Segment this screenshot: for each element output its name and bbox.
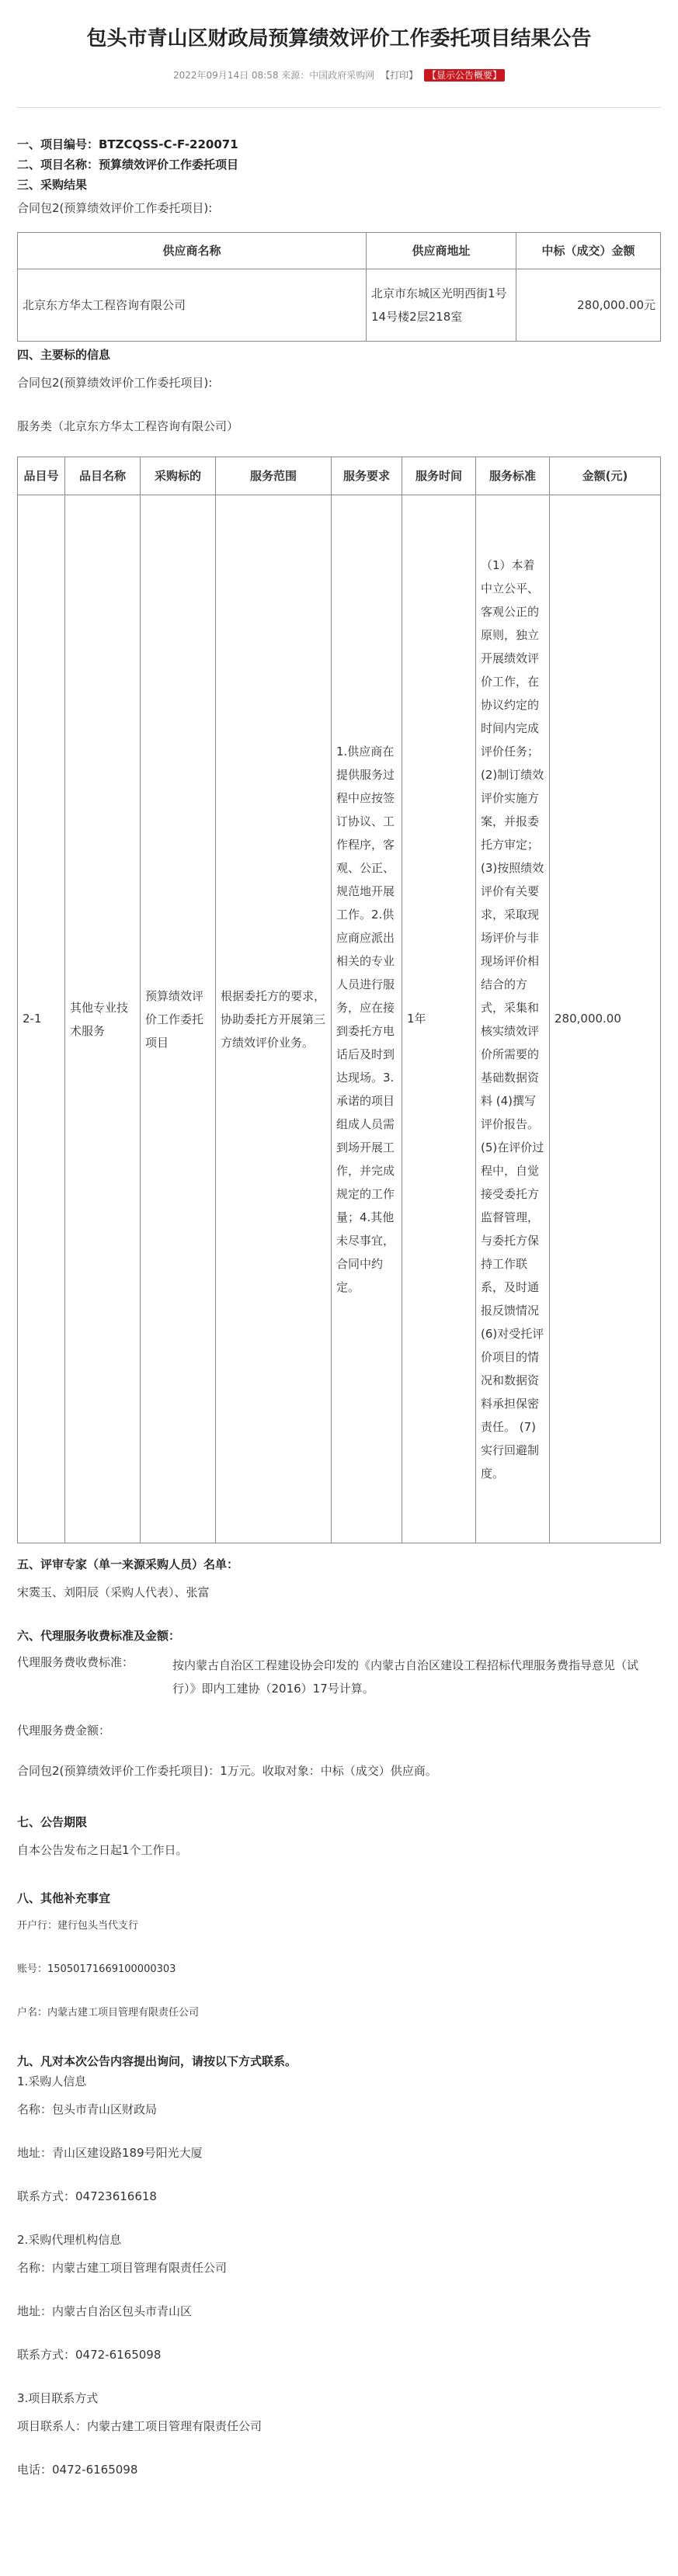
result-table [17, 232, 661, 342]
subject-table [17, 457, 661, 1543]
service-requirements: 1.供应商在提供服务过程中应按签订协议、工作程序，客观、公正、规范地开展工作。2.供应商应派出相关的专业人员进行服务，应在接到委托方电话后及时到达现场。3.承诺的项目组成人员需到场开展工作，并完成规定的工作量；4.其他未尽事宜，合同中约定。 [332, 495, 402, 1543]
subject: 预算绩效评价工作委托项目 [141, 495, 216, 1543]
service-scope: 根据委托方的要求，协助委托方开展第三方绩效评价业务。 [216, 495, 332, 1543]
contact-1-heading: 1.采购人信息 [17, 2074, 87, 2088]
bank-account: 账号：15050171669100000303 [17, 1963, 176, 1975]
meta-date-source: 2022年09月14日 08:58 来源：中国政府采购网 [173, 70, 375, 81]
announcement-page [0, 23, 678, 2480]
supplier-name: 北京东方华太工程咨询有限公司 [18, 269, 367, 342]
section-other: 八、其他补充事宜 [17, 1891, 111, 1905]
award-amount: 280,000.00元 [516, 269, 661, 342]
col-supplier-address: 供应商地址 [367, 233, 516, 269]
section-project-number: 一、项目编号：BTZCQSS-C-F-220071 [17, 137, 238, 151]
section-notice-period: 七、公告期限 [17, 1815, 88, 1829]
package-label: 合同包2(预算绩效评价工作委托项目): [17, 201, 213, 215]
fee-amount-value: 合同包2(预算绩效评价工作委托项目)：1万元。收取对象：中标（成交）供应商。 [17, 1764, 437, 1778]
bank-name: 开户行：建行包头当代支行 [17, 1920, 139, 1932]
fee-standard-label: 代理服务费收费标准： [17, 1655, 134, 1669]
section-procurement-result: 三、采购结果 [17, 178, 88, 192]
item-name: 其他专业技术服务 [65, 495, 141, 1543]
supplier-address: 北京市东城区光明西街1号14号楼2层218室 [367, 269, 516, 342]
divider [17, 107, 661, 108]
table-row [18, 495, 661, 1543]
service-type: 服务类（北京东方华太工程咨询有限公司） [17, 419, 239, 433]
contact-3-heading: 3.项目联系方式 [17, 2391, 99, 2405]
col-service-std: 服务标准 [476, 457, 550, 495]
col-service-req: 服务要求 [332, 457, 402, 495]
col-service-scope: 服务范围 [216, 457, 332, 495]
show-summary-button[interactable]: 【显示公告概要】 [424, 69, 505, 82]
col-supplier-name: 供应商名称 [18, 233, 367, 269]
meta-line [17, 68, 661, 82]
contact-2-name: 名称：内蒙古建工项目管理有限责任公司 [17, 2261, 228, 2275]
fee-standard-row [17, 1654, 661, 1700]
contact-3-person: 项目联系人：内蒙古建工项目管理有限责任公司 [17, 2419, 263, 2433]
section-project-name: 二、项目名称：预算绩效评价工作委托项目 [17, 158, 239, 172]
expert-names: 宋霙玉、刘阳辰（采购人代表）、张富 [17, 1585, 210, 1599]
contact-3-phone: 电话：0472-6165098 [17, 2463, 138, 2477]
section-agency-fee: 六、代理服务收费标准及金额： [17, 1629, 181, 1643]
item-no: 2-1 [18, 495, 65, 1543]
notice-period-text: 自本公告发布之日起1个工作日。 [17, 1843, 188, 1857]
service-standard: （1）本着中立公平、客观公正的原则，独立开展绩效评价工作，在协议约定的时间内完成评价任务；(2)制订绩效评价实施方案，并报委托方审定；(3)按照绩效评价有关要求，采取现场评价与非现场评价相结合的方式，采集和核实绩效评价所需要的基础数据资料 (4)撰写评价报告。 (5)在评价过程中，自觉接受委托方监督管理，与委托方保持工作联系，及时通报反馈情况 (6)对受托评价项目的情况和数据资料承担保密责任。 (7)实行回避制度。 [476, 495, 550, 1543]
section-experts: 五、评审专家（单一来源采购人员）名单： [17, 1557, 239, 1571]
service-time: 1年 [402, 495, 476, 1543]
fee-standard-value: 按内蒙古自治区工程建设协会印发的《内蒙古自治区建设工程招标代理服务费指导意见（试行）》即内工建协（2016）17号计算。 [172, 1658, 639, 1696]
section-main-subject: 四、主要标的信息 [17, 348, 111, 362]
contact-1-name: 名称：包头市青山区财政局 [17, 2102, 158, 2116]
section-contact: 九、凡对本次公告内容提出询问，请按以下方式联系。 [17, 2054, 297, 2068]
col-subject: 采购标的 [141, 457, 216, 495]
print-link[interactable]: 【打印】 [381, 70, 419, 81]
col-item-name: 品目名称 [65, 457, 141, 495]
amount: 280,000.00 [550, 495, 661, 1543]
contact-2-phone: 联系方式：0472-6165098 [17, 2348, 162, 2362]
col-service-time: 服务时间 [402, 457, 476, 495]
contact-1-address: 地址：青山区建设路189号阳光大厦 [17, 2146, 203, 2160]
table-row [18, 269, 661, 342]
col-item-no: 品目号 [18, 457, 65, 495]
contact-1-phone: 联系方式：04723616618 [17, 2189, 157, 2203]
contact-2-heading: 2.采购代理机构信息 [17, 2233, 122, 2247]
package-label-2: 合同包2(预算绩效评价工作委托项目): [17, 376, 213, 390]
fee-amount-label: 代理服务费金额： [17, 1724, 111, 1738]
col-award-amount: 中标（成交）金额 [516, 233, 661, 269]
col-amount: 金额(元) [550, 457, 661, 495]
account-name: 户名：内蒙古建工项目管理有限责任公司 [17, 2007, 200, 2019]
contact-2-address: 地址：内蒙古自治区包头市青山区 [17, 2304, 193, 2318]
page-title: 包头市青山区财政局预算绩效评价工作委托项目结果公告 [86, 27, 592, 50]
